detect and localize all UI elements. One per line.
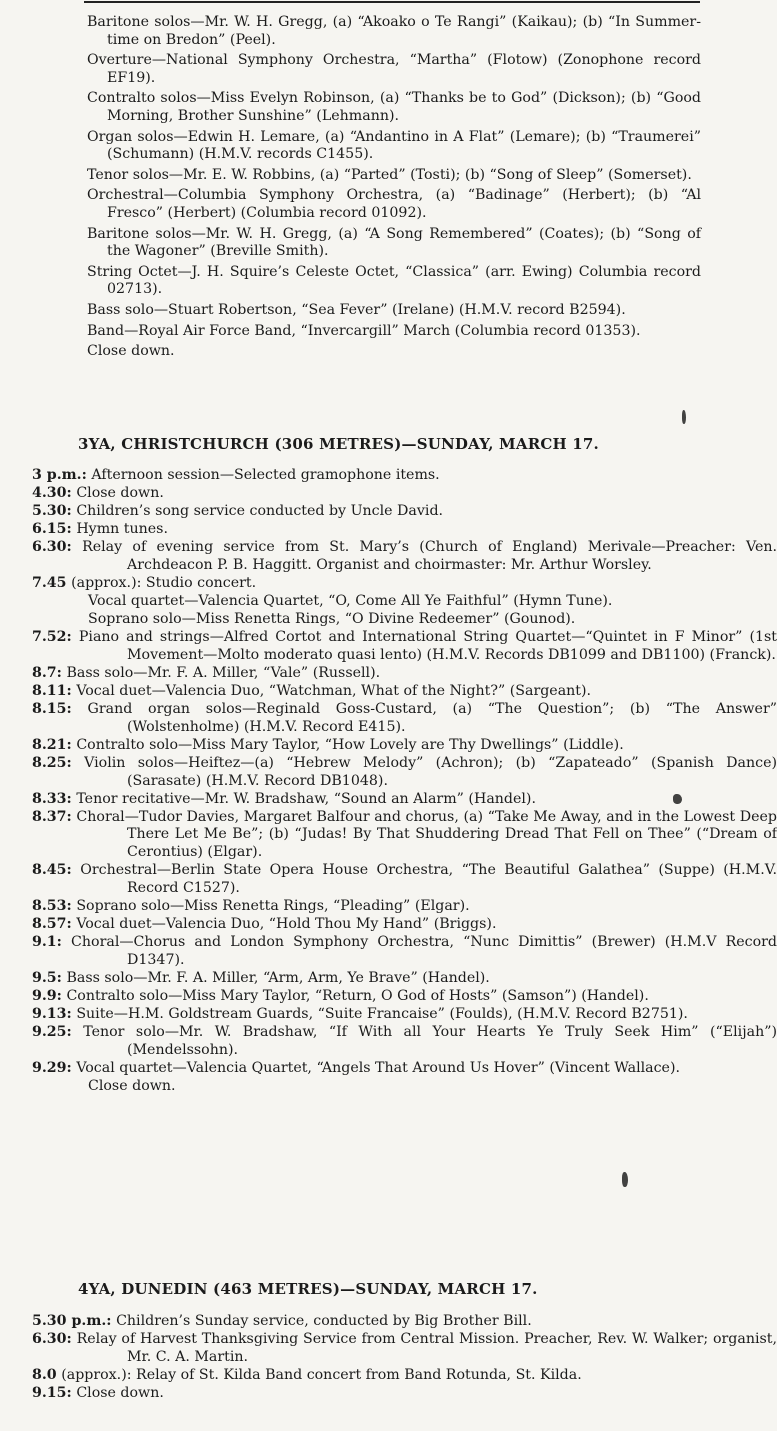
program-time: 8.11: [32, 683, 72, 700]
program-item [32, 575, 777, 593]
list-item: Overture—National Symphony Orchestra, “Martha” (Flotow) (Zonophone record EF19). [87, 52, 701, 86]
section-2ya-continued [0, 14, 700, 361]
program-text: Vocal quartet—Valencia Quartet, “Angels That Around Us Hover” (Vincent Wallace). [76, 1059, 681, 1076]
top-rule [84, 1, 700, 3]
program-time: 9.29: [32, 1059, 72, 1076]
program-time: 9.9: [32, 987, 62, 1004]
program-item [32, 809, 777, 862]
ink-speck [682, 410, 686, 424]
program-item [32, 862, 777, 897]
list-item: Organ solos—Edwin H. Lemare, (a) “Andantino in A Flat” (Lemare); (b) “Traumerei” (Schumann) (H.M.V. records C1455). [87, 128, 701, 163]
program-time: 8.0 [32, 1366, 57, 1383]
program-text: Children’s Sunday service, conducted by Big Brother Bill. [116, 1313, 532, 1329]
list-item: Band—Royal Air Force Band, “Invercargill” March (Columbia record 01353). [87, 322, 641, 339]
program-time: 9.5: [32, 969, 62, 986]
list-item: Orchestral—Columbia Symphony Orchestra, (a) “Badinage” (Herbert); (b) “Al Fresco” (Herbert) (Columbia record 01092). [87, 187, 701, 221]
close-down-line: Close down. [87, 343, 175, 360]
program-text: Relay of Harvest Thanksgiving Service from Central Mission. Preacher, Rev. W. Walker; organist, Mr. C. A. Martin. [76, 1331, 777, 1365]
program-text: Close down. [76, 1384, 164, 1401]
section-heading-3ya: 3YA, CHRISTCHURCH (306 METRES)—SUNDAY, MARCH 17. [78, 435, 599, 453]
program-time: 8.25: [32, 755, 72, 771]
list-item: Bass solo—Stuart Robertson, “Sea Fever” (Irelane) (H.M.V. record B2594). [87, 301, 626, 318]
program-subitem: Soprano solo—Miss Renetta Rings, “O Divine Redeemer” (Gounod). [88, 611, 576, 628]
program-item [32, 701, 777, 736]
program-text: Tenor solo—Mr. W. Bradshaw, “If With all Your Hearts Ye Truly Seek Him” (“Elijah”) (Mendelssohn). [83, 1023, 777, 1058]
program-item [32, 503, 777, 521]
program-time: 5.30: [32, 503, 72, 520]
program-text: (approx.): Studio concert. [71, 575, 257, 592]
program-text: Piano and strings—Alfred Cortot and International String Quartet—“Quintet in F Minor” (1st Movement—Molto moderato quasi lento) (H.M.V. Records DB1099 and DB1100) (Franck). [78, 629, 777, 663]
program-subitem: Vocal quartet—Valencia Quartet, “O, Come All Ye Faithful” (Hymn Tune). [88, 593, 613, 610]
program-time: 4.30: [32, 485, 72, 502]
program-text: Relay of evening service from St. Mary’s (Church of England) Merivale—Preacher: Ven. Archdeacon P. B. Haggitt. Organist and choirmaster: Mr. Arthur Worsley. [82, 539, 777, 573]
program-time: 6.30: [32, 1331, 72, 1348]
program-time: 3 p.m.: [32, 467, 87, 483]
program-time: 8.33: [32, 790, 72, 807]
program-item [32, 539, 777, 574]
program-time: 9.25: [32, 1023, 72, 1040]
program-text: Violin solos—Heiftez—(a) “Hebrew Melody” (Achron); (b) “Zapateado” (Spanish Dance) (Sarasate) (H.M.V. Record DB1048). [84, 755, 777, 789]
ink-speck [622, 1172, 628, 1187]
program-item [32, 1006, 777, 1024]
program-text: Contralto solo—Miss Mary Taylor, “Return, O God of Hosts” (Samson”) (Handel). [66, 987, 649, 1004]
program-item [32, 665, 777, 683]
program-text: Children’s song service conducted by Uncle David. [76, 503, 444, 520]
program-text: Close down. [76, 485, 164, 502]
program-item [32, 683, 777, 701]
program-time: 8.7: [32, 665, 62, 682]
section-heading-4ya: 4YA, DUNEDIN (463 METRES)—SUNDAY, MARCH 17. [78, 1280, 538, 1298]
program-time: 6.15: [32, 521, 72, 538]
program-time: 8.57: [32, 915, 72, 932]
program-text: Hymn tunes. [76, 521, 168, 538]
program-item [32, 898, 777, 916]
program-text: Grand organ solos—Reginald Goss-Custard, (a) “The Question”; (b) “The Answer” (Wolstenholme) (H.M.V. Record E415). [87, 701, 777, 735]
list-item: Baritone solos—Mr. W. H. Gregg, (a) “A Song Remembered” (Coates); (b) “Song of the Wagoner” (Breville Smith). [87, 225, 701, 260]
list-item: Tenor solos—Mr. E. W. Robbins, (a) “Parted” (Tosti); (b) “Song of Sleep” (Somerset). [87, 166, 692, 183]
section-4ya-program [0, 1313, 777, 1403]
program-text: Soprano solo—Miss Renetta Rings, “Pleading” (Elgar). [76, 897, 470, 914]
program-item [32, 737, 777, 755]
program-time: 8.45: [32, 862, 72, 879]
program-item [32, 1331, 777, 1366]
program-item [32, 988, 777, 1006]
program-time: 6.30: [32, 539, 72, 556]
program-text: Vocal duet—Valencia Duo, “Hold Thou My Hand” (Briggs). [76, 915, 497, 932]
section-3ya-program [0, 467, 777, 1096]
program-text: Afternoon session—Selected gramophone items. [91, 467, 440, 483]
program-item [32, 755, 777, 790]
program-item [32, 970, 777, 988]
program-time: 9.13: [32, 1005, 72, 1022]
program-time: 8.15: [32, 701, 72, 718]
program-time: 9.1: [32, 933, 62, 950]
list-item: Contralto solos—Miss Evelyn Robinson, (a) “Thanks be to God” (Dickson); (b) “Good Morning, Brother Sunshine” (Lehmann). [87, 90, 701, 124]
program-item [32, 1060, 777, 1078]
program-time: 7.45 [32, 575, 67, 592]
list-item: Baritone solos—Mr. W. H. Gregg, (a) “Akoako o Te Rangi” (Kaikau); (b) “In Summer-time on Bredon” (Peel). [87, 14, 701, 48]
program-text: Contralto solo—Miss Mary Taylor, “How Lovely are Thy Dwellings” (Liddle). [76, 736, 624, 753]
program-text: Vocal duet—Valencia Duo, “Watchman, What of the Night?” (Sargeant). [76, 683, 592, 700]
program-item [32, 1313, 777, 1331]
program-text: Tenor recitative—Mr. W. Bradshaw, “Sound an Alarm” (Handel). [76, 790, 536, 807]
program-item [32, 916, 777, 934]
program-item [32, 485, 777, 503]
program-item [32, 1385, 777, 1403]
program-time: 8.21: [32, 736, 72, 753]
program-item [32, 934, 777, 969]
program-time: 8.53: [32, 897, 72, 914]
program-item [32, 1024, 777, 1059]
program-time: 7.52: [32, 629, 72, 646]
program-item [32, 629, 777, 664]
ink-speck [673, 794, 682, 804]
program-time: 9.15: [32, 1384, 72, 1401]
program-text: Suite—H.M. Goldstream Guards, “Suite Francaise” (Foulds), (H.M.V. Record B2751). [76, 1005, 688, 1022]
program-text: Orchestral—Berlin State Opera House Orchestra, “The Beautiful Galathea” (Suppe) (H.M.V. Record C1527). [80, 862, 777, 896]
program-item [32, 521, 777, 539]
program-text: Choral—Tudor Davies, Margaret Balfour and chorus, (a) “Take Me Away, and in the Lowest Deep There Let Me Be”; (b) “Judas! By That Shuddering Dread That Fell on Thee” (“Dream of Cerontius) (Elgar). [76, 808, 777, 860]
list-item: String Octet—J. H. Squire’s Celeste Octet, “Classica” (arr. Ewing) Columbia record 02713). [87, 263, 701, 298]
program-text: Choral—Chorus and London Symphony Orchestra, “Nunc Dimittis” (Brewer) (H.M.V Record D1347). [71, 933, 777, 968]
program-item [32, 791, 777, 809]
program-text: Bass solo—Mr. F. A. Miller, “Vale” (Russell). [66, 665, 381, 682]
program-text: (approx.): Relay of St. Kilda Band concert from Band Rotunda, St. Kilda. [61, 1366, 582, 1383]
program-item [32, 467, 777, 485]
program-text: Bass solo—Mr. F. A. Miller, “Arm, Arm, Ye Brave” (Handel). [66, 969, 490, 986]
program-item [32, 1367, 777, 1385]
program-time: 8.37: [32, 808, 72, 825]
program-time: 5.30 p.m.: [32, 1313, 112, 1329]
close-down-line: Close down. [88, 1077, 176, 1094]
